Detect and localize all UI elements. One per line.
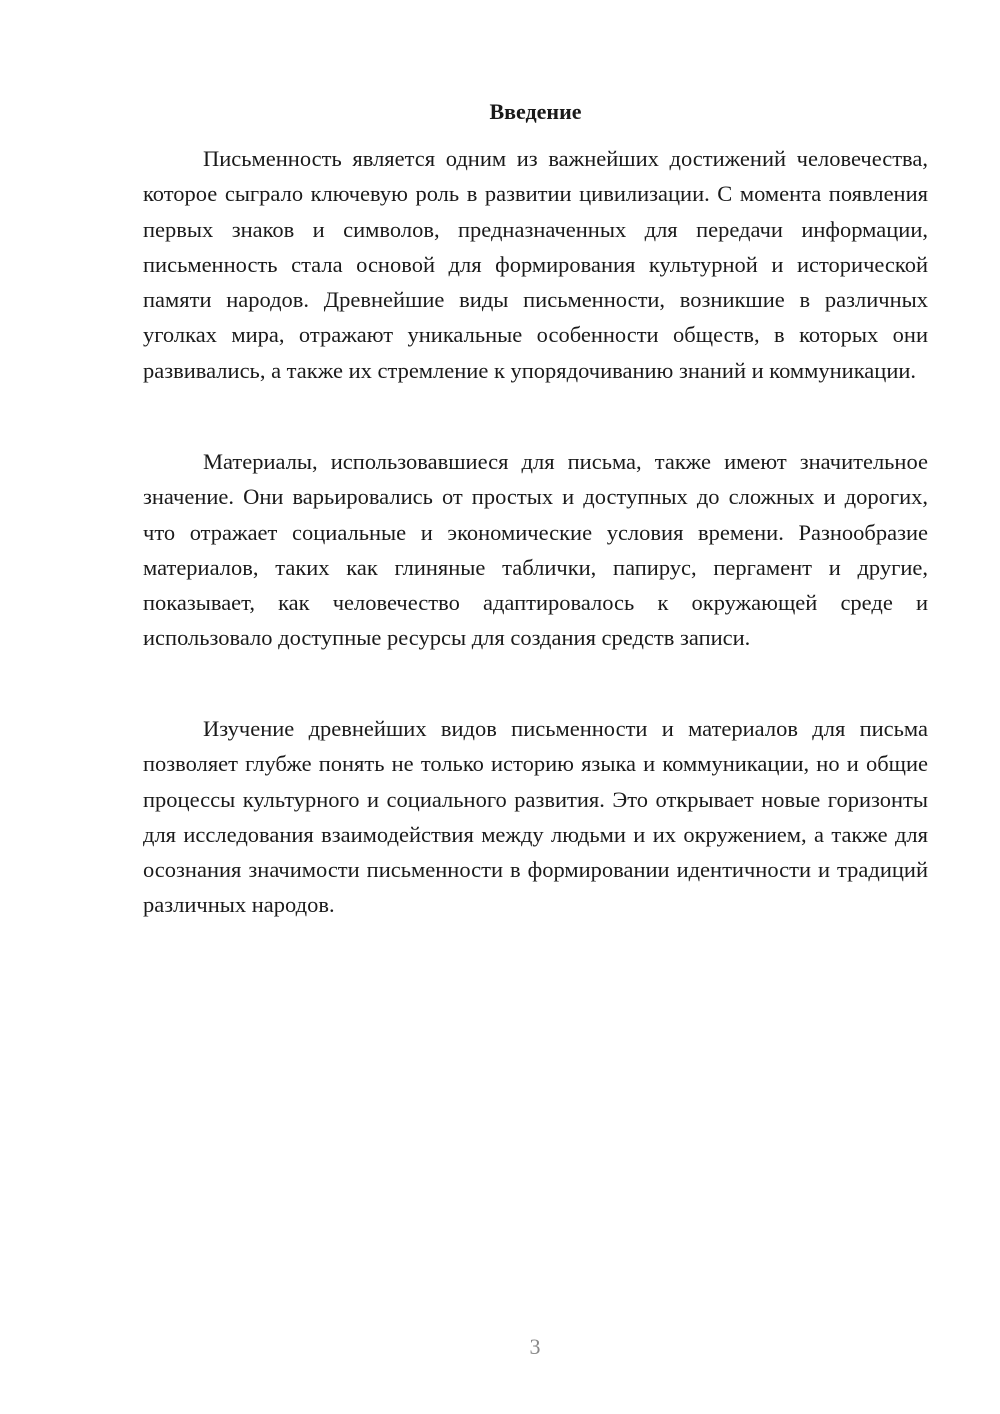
paragraph-materials: Материалы, использовавшиеся для письма, также имеют значительное значение. Они варьировались от простых и доступных до сложных и дорогих, что отражает социальные и экономические условия времени. Разнообразие материалов, таких как глиняные таблички, папирус, пергамент и другие, показывает, как человечество адаптировалось к окружающей среде и использовало доступные ресурсы для создания средств записи. <box>143 449 928 651</box>
paragraph-introduction: Письменность является одним из важнейших достижений человечества, которое сыграло ключевую роль в развитии цивилизации. С момента появления первых знаков и символов, предназначенных для передачи информации, письменность стала основой для формирования культурной и исторической памяти народов. Древнейшие виды письменности, возникшие в различных уголках мира, отражают уникальные особенности обществ, в которых они развивались, а также их стремление к упорядочиванию знаний и коммуникации. <box>143 146 928 383</box>
paragraph-study: Изучение древнейших видов письменности и материалов для письма позволяет глубже понять не только историю языка и коммуникации, но и общие процессы культурного и социального развития. Это открывает новые горизонты для исследования взаимодействия между людьми и их окружением, а также для осознания значимости письменности в формировании идентичности и традиций различных народов. <box>143 716 928 918</box>
page-number: 3 <box>529 1334 541 1359</box>
section-title: Введение <box>489 99 582 124</box>
